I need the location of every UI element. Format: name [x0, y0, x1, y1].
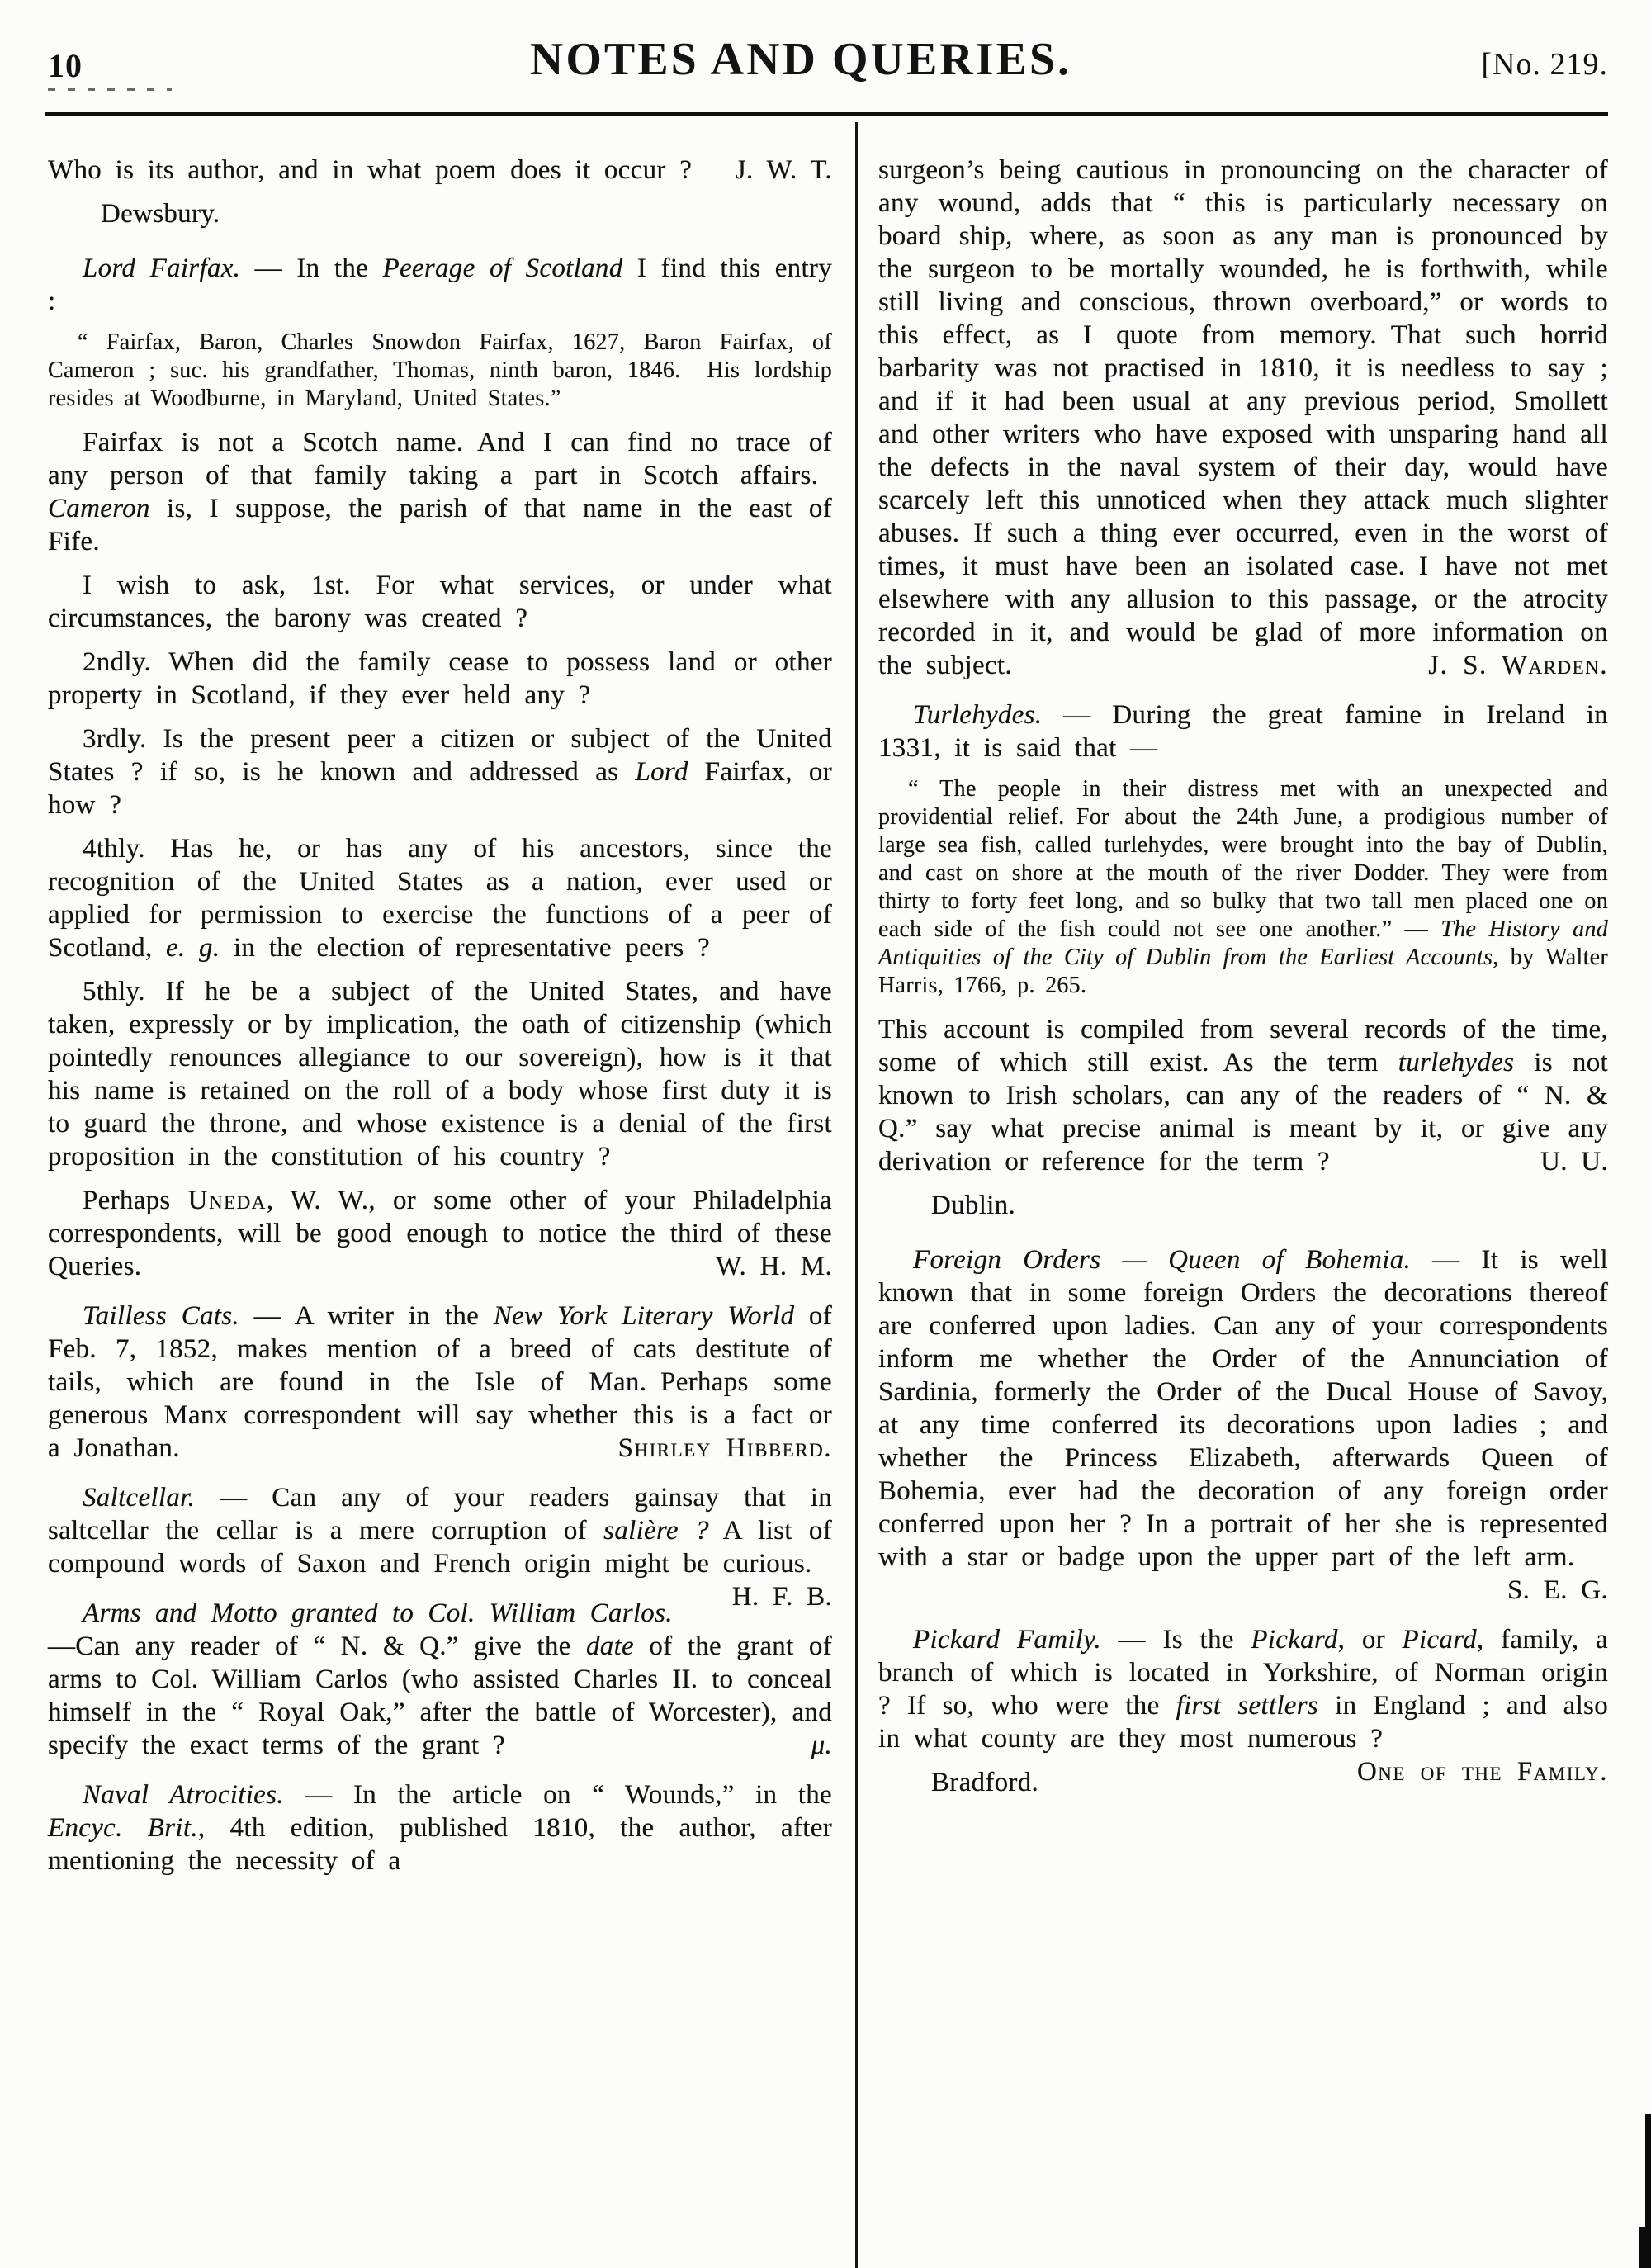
text-run: in the election of representative peers ? [220, 933, 710, 963]
paragraph [48, 832, 832, 964]
right-column [878, 154, 1608, 1821]
text-run: salière ? [603, 1516, 709, 1546]
signature: J. W. T. [735, 155, 832, 185]
paragraph [878, 154, 1608, 682]
text-run: is, I suppose, the parish of that name in the east of Fife. [48, 494, 832, 556]
text-run: “ Fairfax, Baron, Charles Snowdon Fairfax, 1627, Baron Fairfax, of Cameron ; suc. his grandfather, Thomas, ninth baron, 1846. His lordship resides at Woodburne, in Maryland, United States.” [48, 329, 832, 411]
paragraph [48, 1300, 832, 1465]
signature: U. U. [1540, 1147, 1608, 1177]
paragraph [48, 569, 832, 635]
text-run: date [585, 1631, 634, 1661]
dateline [878, 1189, 1608, 1222]
text-run: “ The people in their distress met with an unexpected and providential relief. For about the 24th June, a prodigious number of large sea fish, called turlehydes, were brought into the bay of Dublin, and cast on shore at the mouth of the river Dodder. They were from thirty to forty feet long, and so bulky that two tall men placed one on each side of the fish could not see one another.” — [878, 776, 1608, 942]
text-run: — Is the [1100, 1625, 1251, 1655]
text-run: family, a branch of which is located in Yorkshire, of Norman origin ? If so, who were the [878, 1625, 1608, 1721]
quote-block [48, 329, 832, 413]
text-run: Dewsbury. [101, 199, 220, 229]
text-run: — Can any of your readers gainsay that in saltcellar the cellar is a mere corruption of [48, 1483, 832, 1546]
paragraph [48, 1778, 832, 1877]
text-run: New York Literary World [493, 1301, 795, 1331]
text-run: 5thly. If he be a subject of the United States, and have taken, expressly or by implication, the oath of citizenship (which pointedly renounces allegiance to our sovereign), how is it that his name is retained on the roll of a body whose first duty it is to guard the throne, and whose existence is a denial of the first proposition in the constitution of his country ? [48, 977, 832, 1172]
paragraph [48, 154, 832, 187]
text-run: Fairfax is not a Scotch name. And I can find no trace of any person of that family taking a part in Scotch affairs. [48, 428, 832, 490]
signature-line [878, 1574, 1608, 1607]
text-run: I wish to ask, 1st. For what services, or under what circumstances, the barony was created ? [48, 571, 832, 633]
text-run: — In the article on “ Wounds,” in the [283, 1780, 832, 1810]
text-run: of Feb. 7, 1852, makes mention of a breed of cats destitute of tails, which are found in the Isle of Man. Perhaps some generous Manx correspondent will say whether this is a fact or a Jonathan. [48, 1301, 833, 1463]
paragraph [48, 722, 832, 821]
text-run: of the grant of arms to Col. William Carlos (who assisted Charles II. to conceal himself in the “ Royal Oak,” after the battle of Worcester), and specify the exact terms of the grant ? [48, 1631, 832, 1760]
paragraph [48, 1481, 832, 1612]
signature: S. E. G. [1507, 1575, 1608, 1605]
text-run: turlehydes [1398, 1048, 1515, 1077]
text-run: Lord [635, 757, 688, 787]
text-run: Perhaps [83, 1186, 188, 1215]
paragraph [878, 1243, 1608, 1607]
left-column [48, 154, 832, 1888]
text-run: Bradford. [931, 1768, 1039, 1797]
text-run: Encyc. Brit. [48, 1813, 198, 1843]
dateline [48, 197, 832, 230]
paragraph [48, 426, 832, 558]
scan-corner-artifact [1639, 2227, 1651, 2268]
text-run: Saltcellar. [83, 1483, 196, 1513]
text-run: Dublin. [931, 1191, 1016, 1220]
text-run: , W. W., or some other of your Philadelphia correspondents, will be good enough to notice the third of these Queries. [48, 1186, 832, 1281]
page-title: NOTES AND QUERIES. [529, 34, 1072, 85]
text-run: , 4th edition, published 1810, the author, after mentioning the necessity of a [48, 1813, 832, 1876]
text-run: — A writer in the [239, 1301, 494, 1331]
issue-number: [No. 219. [1481, 47, 1608, 82]
text-run: Arms and Motto granted to Col. William Carlos. [83, 1598, 673, 1628]
signature: H. F. B. [731, 1582, 832, 1612]
signature: μ. [811, 1731, 832, 1760]
text-run: —Can any reader of “ N. & Q.” give the [48, 1631, 586, 1661]
text-run: is not known to Irish scholars, can any of the readers of “ N. & Q.” say what precise animal is meant by it, or give any derivation or reference for the term ? [878, 1048, 1608, 1177]
text-run: Picard, [1402, 1625, 1484, 1655]
quote-block [878, 775, 1608, 1000]
signature: Shirley Hibberd. [617, 1433, 832, 1463]
text-run: — During the great famine in Ireland in 1331, it is said that — [878, 700, 1608, 763]
text-run: Peerage of Scotland [382, 253, 623, 283]
text-run: A list of compound words of Saxon and French origin might be curious. [48, 1516, 832, 1579]
signature: W. H. M. [716, 1252, 832, 1281]
scan-smudge [48, 88, 172, 91]
text-run: , or [1337, 1625, 1403, 1655]
text-run: 4thly. Has he, or has any of his ancestors, since the recognition of the United States as a nation, ever used or applied for permission to exercise the functions of a peer of Scotland, [48, 834, 832, 963]
paragraph [48, 1184, 832, 1283]
page-number: 10 [48, 47, 83, 84]
text-run: Uneda [187, 1186, 267, 1215]
text-run: Turlehydes. [913, 700, 1043, 730]
text-run: Naval Atrocities. [83, 1780, 284, 1810]
text-run: Who is its author, and in what poem does it occur ? [48, 155, 693, 185]
text-run: first settlers [1176, 1691, 1319, 1721]
paragraph [48, 646, 832, 712]
text-run: Foreign Orders — Queen of Bohemia. [913, 1245, 1412, 1275]
paragraph [878, 1013, 1608, 1178]
paragraph [48, 252, 832, 318]
text-run: Cameron [48, 494, 150, 523]
text-run: e. g. [165, 933, 220, 963]
text-run: Pickard [1251, 1625, 1338, 1655]
text-run: in England ; and also in what county are they most numerous ? [878, 1691, 1608, 1754]
text-run: Lord Fairfax. [83, 253, 241, 283]
text-run: , by Walter Harris, 1766, p. 265. [878, 945, 1608, 998]
text-run: 2ndly. When did the family cease to possess land or other property in Scotland, if they ever held any ? [48, 647, 832, 710]
text-run: Fairfax, or how ? [48, 757, 832, 820]
paragraph [48, 975, 832, 1173]
text-run: — It is well known that in some foreign Orders the decorations thereof are conferred upon ladies. Can any of your correspondents inform me whether the Order of the Annunciation of Sardinia, formerly the Order of the Ducal House of Savoy, at any time conferred its decorations upon ladies ; and whether the Princess Elizabeth, afterwards Queen of Bohemia, ever had the decoration of any foreign order conferred upon her ? In a portrait of her she is represented with a star or badge upon the upper part of the left arm. [878, 1245, 1609, 1572]
column-divider-rule [855, 122, 858, 2268]
text-run: — In the [240, 253, 383, 283]
paragraph [48, 1597, 832, 1762]
text-run: surgeon’s being cautious in pronouncing on the character of any wound, adds that “ this is particularly necessary on board ship, where, as soon as any man is pronounced by the surgeon to be mortally wounded, he is forthwith, while still living and conscious, thrown overboard,” or words to this effect, as I quote from memory. That such horrid barbarity was not practised in 1810, it is needless to say ; and if it had been usual at any previous period, Smollett and other writers who have exposed with unsparing hand all the defects in the naval system of their day, would have scarcely left this unnoticed when they attack much slighter abuses. If such a thing ever occurred, even in the worst of times, it must have been an isolated case. I have not met elsewhere with any allusion to this passage, or the atrocity recorded in it, and would be glad of more information on the subject. [878, 155, 1608, 680]
header-rule [45, 112, 1608, 116]
text-run: This account is compiled from several records of the time, some of which still exist. As the term [878, 1015, 1608, 1077]
text-run: I find this entry : [48, 253, 833, 316]
text-run: Tailless Cats. [83, 1301, 239, 1331]
text-run: Pickard Family. [913, 1625, 1101, 1655]
text-run: 3rdly. Is the present peer a citizen or subject of the United States ? if so, is he known and addressed as [48, 724, 832, 787]
signature: J. S. Warden. [1428, 651, 1608, 680]
paragraph [878, 698, 1608, 765]
text-run: The History and Antiquities of the City of Dublin from the Earliest Accounts [878, 916, 1609, 970]
signature: One of the Family. [1356, 1757, 1608, 1787]
